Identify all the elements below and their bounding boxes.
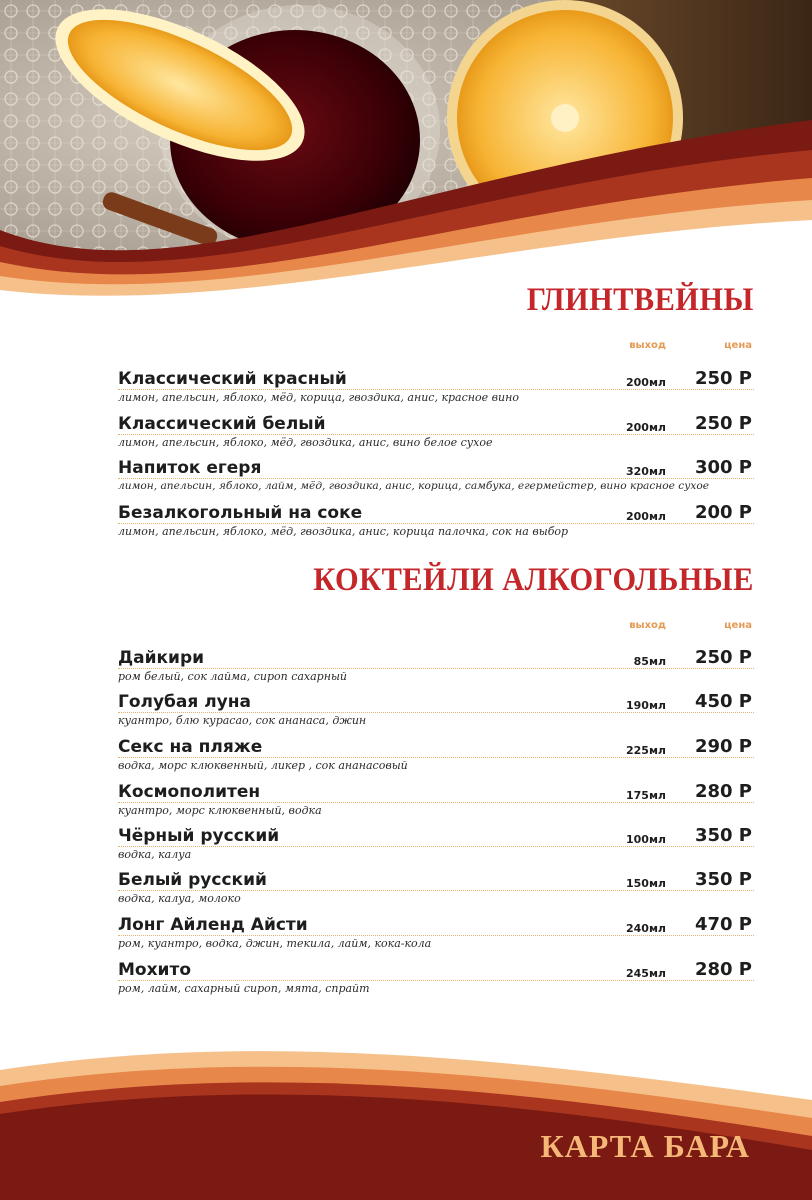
- header-photo: [0, 0, 812, 300]
- item-description: лимон, апельсин, яблоко, мёд, гвоздика, анис, вино белое сухое: [118, 436, 493, 449]
- item-description: лимон, апельсин, яблоко, лайм, мёд, гвоздика, анис, корица, самбука, егермейстер, вино красное сухое: [118, 480, 709, 492]
- mulled-wine-photo: [0, 0, 812, 300]
- dotted-divider: [118, 890, 754, 891]
- item-price: 350 Р: [694, 869, 752, 890]
- column-headers: [554, 340, 754, 354]
- item-volume: 100мл: [625, 833, 666, 846]
- price-header: цена: [724, 620, 752, 631]
- cocktails-section: [118, 562, 754, 1012]
- menu-item: [118, 782, 754, 826]
- item-description: водка, морс клюквенный, ликер , сок ананасовый: [118, 759, 408, 772]
- item-volume: 175мл: [625, 789, 666, 802]
- dotted-divider: [118, 846, 754, 847]
- item-volume: 200мл: [625, 376, 666, 389]
- item-price: 200 Р: [694, 502, 752, 523]
- volume-header: выход: [629, 340, 666, 351]
- item-price: 280 Р: [694, 959, 752, 980]
- menu-item: [118, 915, 754, 959]
- item-volume: 320мл: [625, 465, 666, 478]
- price-header: цена: [724, 340, 752, 351]
- item-name: Напиток егеря: [118, 458, 262, 478]
- item-name: Мохито: [118, 960, 192, 980]
- section-title: ГЛИНТВЕЙНЫ: [527, 282, 754, 318]
- dotted-divider: [118, 478, 754, 479]
- section-title: КОКТЕЙЛИ АЛКОГОЛЬНЫЕ: [313, 562, 754, 598]
- dotted-divider: [118, 757, 754, 758]
- item-name: Дайкири: [118, 648, 205, 668]
- footer-title: КАРТА БАРА: [540, 1128, 750, 1164]
- item-name: Голубая луна: [118, 692, 251, 712]
- dotted-divider: [118, 935, 754, 936]
- item-price: 280 Р: [694, 781, 752, 802]
- item-name: Белый русский: [118, 870, 267, 890]
- menu-item: [118, 826, 754, 870]
- item-volume: 225мл: [625, 744, 666, 757]
- item-description: ром, лайм, сахарный сироп, мята, спрайт: [118, 982, 370, 995]
- mulled-wine-section: [118, 282, 754, 562]
- menu-item: [118, 648, 754, 692]
- item-name: Классический белый: [118, 414, 326, 434]
- item-price: 250 Р: [694, 647, 752, 668]
- dotted-divider: [118, 668, 754, 669]
- item-volume: 200мл: [625, 510, 666, 523]
- dotted-divider: [118, 434, 754, 435]
- item-description: куантро, блю курасао, сок ананаса, джин: [118, 714, 367, 727]
- item-description: ром белый, сок лайма, сироп сахарный: [118, 670, 348, 683]
- item-price: 300 Р: [694, 457, 752, 478]
- menu-item: [118, 369, 754, 413]
- item-description: лимон, апельсин, яблоко, мёд, корица, гвоздика, анис, красное вино: [118, 391, 520, 404]
- item-volume: 190мл: [625, 699, 666, 712]
- item-volume: 240мл: [625, 922, 666, 935]
- item-volume: 85мл: [633, 655, 666, 668]
- item-price: 350 Р: [694, 825, 752, 846]
- item-volume: 245мл: [625, 967, 666, 980]
- dotted-divider: [118, 802, 754, 803]
- menu-item: [118, 692, 754, 736]
- item-name: Лонг Айленд Айсти: [118, 915, 308, 935]
- item-name: Безалкогольный на соке: [118, 503, 363, 523]
- item-description: лимон, апельсин, яблоко, мёд, гвоздика, анис, корица палочка, сок на выбор: [118, 525, 569, 538]
- dotted-divider: [118, 980, 754, 981]
- item-description: ром, куантро, водка, джин, текила, лайм, кока-кола: [118, 937, 432, 950]
- dotted-divider: [118, 712, 754, 713]
- volume-header: выход: [629, 620, 666, 631]
- menu-item: [118, 870, 754, 914]
- item-name: Секс на пляже: [118, 737, 263, 757]
- dotted-divider: [118, 523, 754, 524]
- menu-item: [118, 737, 754, 781]
- item-description: водка, калуа, молоко: [118, 892, 241, 905]
- item-description: куантро, морс клюквенный, водка: [118, 804, 322, 817]
- dotted-divider: [118, 389, 754, 390]
- footer-waves: [0, 1040, 812, 1200]
- item-price: 250 Р: [694, 368, 752, 389]
- item-name: Чёрный русский: [118, 826, 280, 846]
- item-description: водка, калуа: [118, 848, 192, 861]
- item-volume: 200мл: [625, 421, 666, 434]
- menu-item: [118, 503, 754, 547]
- item-volume: 150мл: [625, 877, 666, 890]
- item-price: 470 Р: [694, 914, 752, 935]
- menu-item: [118, 458, 754, 502]
- footer-wave-graphic: [0, 1040, 812, 1200]
- menu-item: [118, 960, 754, 1004]
- column-headers: [554, 620, 754, 634]
- item-name: Классический красный: [118, 369, 347, 389]
- item-price: 450 Р: [694, 691, 752, 712]
- item-price: 290 Р: [694, 736, 752, 757]
- item-name: Космополитен: [118, 782, 261, 802]
- item-price: 250 Р: [694, 413, 752, 434]
- menu-item: [118, 414, 754, 458]
